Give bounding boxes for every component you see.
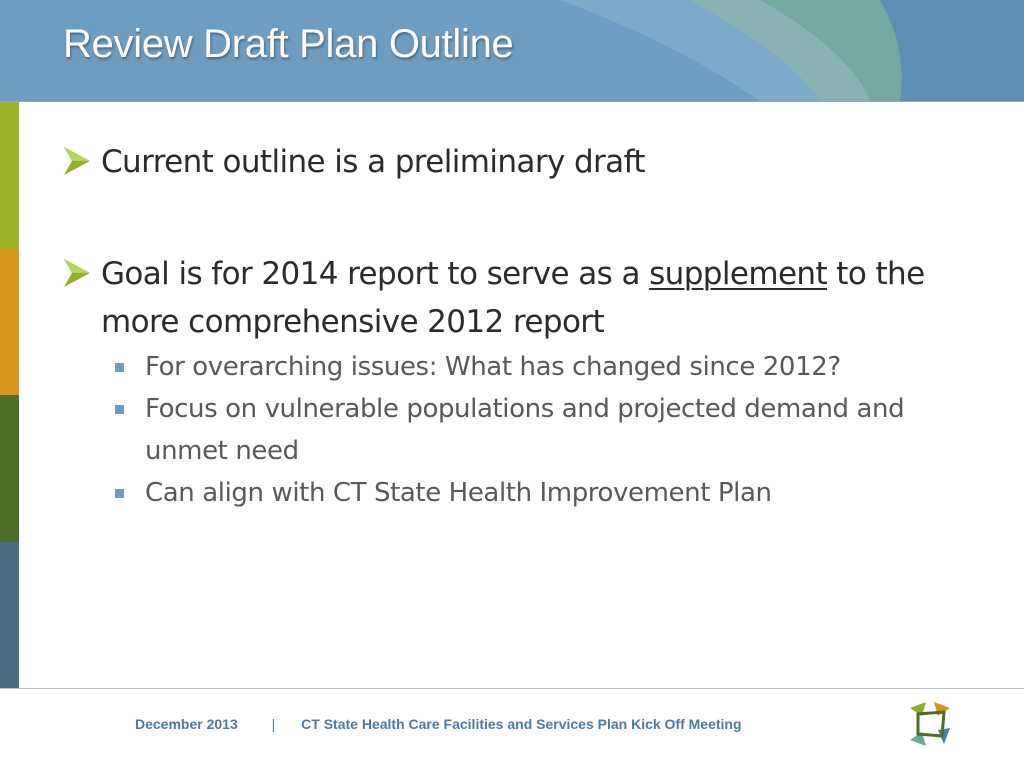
- slide-title: Review Draft Plan Outline: [63, 22, 514, 66]
- sidebar-block-green: [0, 102, 19, 249]
- arrow-bullet-icon: [62, 257, 92, 289]
- slide-content: [62, 138, 962, 514]
- sub-bullet-item: [62, 388, 962, 472]
- footer-divider: [0, 688, 1024, 689]
- sub-bullet-text: Focus on vulnerable populations and projected demand and unmet need: [145, 394, 905, 466]
- sub-bullet-text: Can align with CT State Health Improvement Plan: [145, 478, 772, 508]
- square-bullet-icon: [115, 489, 124, 498]
- slide-header: [0, 0, 1024, 102]
- square-bullet-icon: [115, 363, 124, 372]
- sidebar-block-dark-green: [0, 395, 19, 542]
- bullet-item: [62, 138, 962, 186]
- bullet-item: [62, 250, 962, 346]
- bullet-text-end: to the more comprehensive 2012 report: [101, 256, 925, 340]
- footer-event: CT State Health Care Facilities and Services Plan Kick Off Meeting: [301, 716, 742, 732]
- color-sidebar: [0, 102, 19, 688]
- sidebar-block-slate: [0, 542, 19, 689]
- bullet-text-start: Goal is for 2014 report to serve as a: [101, 256, 650, 292]
- star-logo-icon: [904, 698, 956, 750]
- slide-footer: [135, 716, 742, 732]
- sub-bullet-item: [62, 472, 962, 514]
- bullet-text: Current outline is a preliminary draft: [101, 144, 645, 180]
- footer-date: December 2013: [135, 716, 238, 732]
- sub-bullet-text: For overarching issues: What has changed since 2012?: [145, 352, 841, 382]
- bullet-text-underlined: supplement: [649, 256, 828, 292]
- arrow-bullet-icon: [62, 145, 92, 177]
- sub-bullet-item: [62, 346, 962, 388]
- square-bullet-icon: [115, 405, 124, 414]
- footer-separator: |: [271, 716, 276, 732]
- sidebar-block-orange: [0, 249, 19, 396]
